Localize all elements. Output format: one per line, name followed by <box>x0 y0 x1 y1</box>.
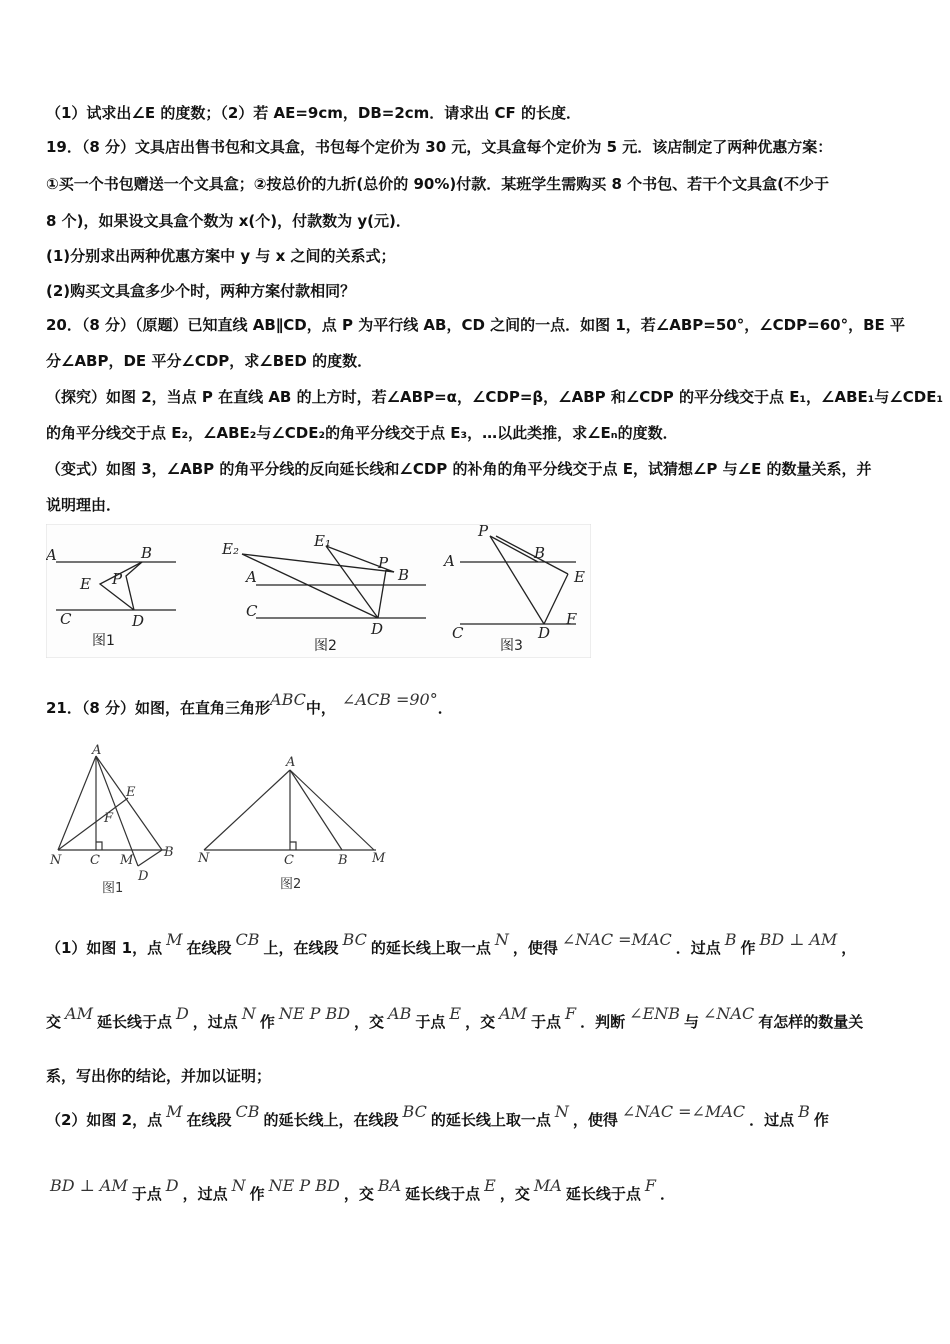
text-segment: 在线段 <box>186 939 232 957</box>
math-token: MA <box>533 1176 562 1195</box>
q19-line3: 8 个)，如果设文具盒个数为 x(个)，付款数为 y(元)． <box>46 212 411 230</box>
q21-intro-a: 21．（8 分）如图，在直角三角形 <box>46 699 271 717</box>
fig2-label-a: A <box>246 568 257 586</box>
math-token: CB <box>235 1102 260 1121</box>
q21-intro-angle: ∠ACB =90° <box>341 690 438 709</box>
math-token: E <box>449 1004 462 1023</box>
fig3-label-a: A <box>444 552 455 570</box>
q21-part1-line3: 系，写出你的结论，并加以证明； <box>46 1067 272 1085</box>
math-token: M <box>166 1102 183 1121</box>
text-segment: ，使得 <box>512 939 558 957</box>
math-token: BA <box>377 1176 402 1195</box>
math-token: ∠ENB <box>629 1004 680 1023</box>
math-token: AB <box>388 1004 412 1023</box>
text-segment: ，交 <box>343 1185 374 1203</box>
math-token: ∠NAC =∠MAC <box>621 1102 746 1121</box>
math-token: BC <box>342 930 367 949</box>
text-segment: 于点 <box>131 1185 162 1203</box>
q21-fig2-caption: 图2 <box>280 877 302 892</box>
fig2-label-b: B <box>398 566 410 584</box>
q21-fig1-label-d: D <box>138 869 149 884</box>
q21-fig2-label-n: N <box>198 851 210 866</box>
text-segment: 延长线于点 <box>405 1185 481 1203</box>
fig3-label-e: E <box>574 568 585 586</box>
q21-fig1-label-e: E <box>126 785 136 800</box>
text-segment: 的延长线上取一点 <box>430 1111 551 1129</box>
text-segment: ，过点 <box>192 1013 238 1031</box>
math-token: N <box>554 1102 569 1121</box>
q21-figures <box>46 742 396 902</box>
fig3-label-f: F <box>566 610 577 628</box>
q21-fig1-ab <box>96 756 162 850</box>
q20-figures <box>46 524 591 658</box>
q21-intro-triangle: ABC <box>270 690 306 709</box>
q21-fig1-label-c: C <box>90 853 100 868</box>
math-token: ∠NAC <box>703 1004 755 1023</box>
text-segment: 与 <box>684 1013 700 1031</box>
fig1-caption: 图1 <box>92 633 115 649</box>
q21-fig1-bd <box>138 850 162 866</box>
text-segment: ．过点 <box>749 1111 795 1129</box>
fig2-label-e2: E₂ <box>222 540 239 558</box>
math-token: D <box>175 1004 189 1023</box>
math-token: B <box>798 1102 810 1121</box>
q21-fig1-label-m: M <box>120 853 134 868</box>
text-segment: 延长线于点 <box>96 1013 172 1031</box>
q21-part1-line1 <box>46 930 857 958</box>
q20-line2: 分∠ABP，DE 平分∠CDP，求∠BED 的度数． <box>46 352 373 370</box>
math-token: NE P BD <box>278 1004 351 1023</box>
fig1-label-e: E <box>80 575 91 593</box>
text-segment: ，过点 <box>182 1185 228 1203</box>
math-token: NE P BD <box>268 1176 340 1195</box>
fig3-label-c: C <box>452 624 464 642</box>
q21-fig1-caption: 图1 <box>102 881 124 896</box>
math-token: F <box>565 1004 577 1023</box>
q21-fig1-label-a: A <box>92 743 102 758</box>
text-segment: 作 <box>259 1013 275 1031</box>
q20-line1: 20．（8 分）（原题）已知直线 AB∥CD，点 P 为平行线 AB，CD 之间的一点．如图 1，若∠ABP=50°，∠CDP=60°，BE 平 <box>46 316 905 334</box>
q20-line4: 的角平分线交于点 E₂，∠ABE₂与∠CDE₂的角平分线交于点 E₃，…以此类推，求∠Eₙ的度数． <box>46 424 678 442</box>
text-segment: （2）如图 2，点 <box>46 1111 163 1129</box>
text-segment: 的延长线上取一点 <box>370 939 491 957</box>
text-segment: 延长线于点 <box>565 1185 641 1203</box>
text-segment: ． <box>659 1185 675 1203</box>
q21-intro-c: ． <box>437 699 453 717</box>
fig1-label-d: D <box>132 612 145 630</box>
q21-fig2-am <box>290 770 374 850</box>
text-segment: 于点 <box>415 1013 446 1031</box>
q21-fig2-an <box>204 770 290 850</box>
q19-part2: (2)购买文具盒多少个时，两种方案付款相同？ <box>46 282 356 300</box>
q21-fig2-right-angle <box>290 842 296 850</box>
fig3-label-b: B <box>534 544 546 562</box>
text-segment: ，交 <box>465 1013 496 1031</box>
q21-fig2-label-b: B <box>338 853 348 868</box>
text-segment: 在线段 <box>186 1111 232 1129</box>
text-segment: ，交 <box>499 1185 530 1203</box>
math-token: F <box>644 1176 656 1195</box>
q21-part1-line2 <box>46 1004 864 1032</box>
q21-fig1-label-b: B <box>164 845 174 860</box>
q20-line6: 说明理由． <box>46 496 122 514</box>
fig2-label-e1: E₁ <box>314 532 331 550</box>
text-segment: （1）如图 1，点 <box>46 939 163 957</box>
q21-intro <box>46 690 453 718</box>
text-segment: ，交 <box>354 1013 385 1031</box>
q21-figure-2 <box>204 770 376 850</box>
math-token: E <box>484 1176 496 1195</box>
math-token: CB <box>235 930 260 949</box>
q18-tail: （1）试求出∠E 的度数；（2）若 AE=9cm，DB=2cm．请求出 CF 的长度． <box>46 104 582 122</box>
math-token: D <box>165 1176 179 1195</box>
math-token: BD ⊥ AM <box>50 1176 128 1195</box>
q21-part2-line2 <box>46 1176 675 1204</box>
text-segment: 作 <box>740 939 756 957</box>
math-token: AM <box>65 1004 93 1023</box>
text-segment: ．判断 <box>580 1013 626 1031</box>
fig1-label-c: C <box>60 610 72 628</box>
fig2-label-p: P <box>378 554 389 572</box>
text-segment: 作 <box>249 1185 265 1203</box>
q19-part1: (1)分别求出两种优惠方案中 y 与 x 之间的关系式； <box>46 247 396 265</box>
fig3-label-d: D <box>538 624 551 642</box>
q19-line1: 19．（8 分）文具店出售书包和文具盒，书包每个定价为 30 元，文具盒每个定价为 5 元．该店制定了两种优惠方案： <box>46 138 833 156</box>
text-segment: ， <box>841 939 857 957</box>
q21-fig2-label-a: A <box>286 755 296 770</box>
q20-line3: （探究）如图 2，当点 P 在直线 AB 的上方时，若∠ABP=α，∠CDP=β，∠ABP 和∠CDP 的平分线交于点 E₁，∠ABE₁与∠CDE₁ <box>46 388 944 406</box>
text-segment: 于点 <box>531 1013 562 1031</box>
q21-fig2-ab <box>290 770 342 850</box>
math-token: BD ⊥ AM <box>759 930 838 949</box>
text-segment: 的延长线上，在线段 <box>263 1111 399 1129</box>
math-token: N <box>494 930 509 949</box>
math-token: B <box>724 930 737 949</box>
fig2-label-d: D <box>371 620 384 638</box>
math-token: AM <box>499 1004 528 1023</box>
math-token: BC <box>402 1102 427 1121</box>
text-segment: ，使得 <box>572 1111 618 1129</box>
math-token: N <box>241 1004 256 1023</box>
q21-fig2-label-c: C <box>284 853 294 868</box>
q21-fig2-label-m: M <box>372 851 386 866</box>
text-segment: 交 <box>46 1013 62 1031</box>
q21-part2-line1 <box>46 1102 829 1130</box>
q21-fig1-label-f: F <box>104 811 114 826</box>
fig2-label-c: C <box>246 602 258 620</box>
math-token: M <box>166 930 183 949</box>
text-segment: 作 <box>813 1111 829 1129</box>
math-token: N <box>231 1176 246 1195</box>
q20-line5: （变式）如图 3，∠ABP 的角平分线的反向延长线和∠CDP 的补角的角平分线交于点 E，试猜想∠P 与∠E 的数量关系，并 <box>46 460 872 478</box>
q19-line2: ①买一个书包赠送一个文具盒；②按总价的九折(总价的 90%)付款．某班学生需购买 8 个书包、若干个文具盒(不少于 <box>46 175 829 193</box>
text-segment: 上，在线段 <box>263 939 339 957</box>
q21-intro-b: 中， <box>305 699 336 717</box>
fig1-label-b: B <box>141 544 153 562</box>
text-segment: 有怎样的数量关 <box>758 1013 864 1031</box>
text-segment: ．过点 <box>675 939 721 957</box>
fig1-label-a: A <box>46 546 57 564</box>
fig2-caption: 图2 <box>314 638 337 654</box>
q21-fig1-label-n: N <box>50 853 62 868</box>
fig3-label-p: P <box>478 524 489 540</box>
fig1-label-p: P <box>112 570 123 588</box>
math-token: ∠NAC =MAC <box>561 930 672 949</box>
fig3-caption: 图3 <box>500 638 523 654</box>
q21-fig1-right-angle <box>96 842 102 850</box>
